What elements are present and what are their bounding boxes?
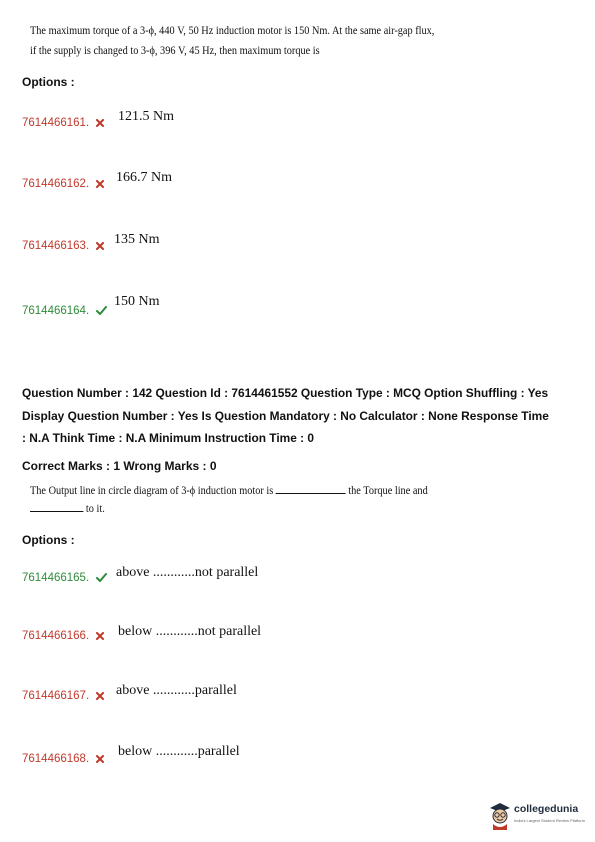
q2-metadata — [22, 382, 582, 450]
cross-icon — [96, 691, 104, 703]
logo-wordmark: collegedunia — [514, 803, 579, 815]
q2-option-4 — [22, 753, 104, 766]
q2-options-heading: Options : — [22, 533, 75, 547]
q2-meta-line-3: : N.A Think Time : N.A Minimum Instruction Time : 0 — [22, 431, 314, 445]
q1-option-3 — [22, 240, 104, 253]
q2-option-4-text: below ............parallel — [118, 744, 240, 759]
option-id: 7614466168. — [22, 753, 90, 765]
fill-blank — [30, 500, 83, 512]
q1-stem-line-2: if the supply is changed to 3-ϕ, 396 V, 45 Hz, then maximum torque is — [30, 45, 320, 57]
q2-option-1 — [22, 572, 107, 585]
fill-blank — [276, 482, 346, 494]
checkmark-icon — [96, 306, 107, 318]
q2-option-2-text: below ............not parallel — [118, 624, 262, 639]
cross-icon — [96, 118, 104, 130]
q1-option-4 — [22, 305, 107, 318]
q1-option-2 — [22, 178, 104, 191]
q1-option-1-text: 121.5 Nm — [118, 109, 174, 124]
q2-meta-line-2: Display Question Number : Yes Is Question Mandatory : No Calculator : None Response Time — [22, 408, 549, 423]
q2-option-3 — [22, 690, 104, 703]
q1-option-4-text: 150 Nm — [114, 294, 160, 309]
student-mascot-icon — [488, 800, 512, 835]
cross-icon — [96, 179, 104, 191]
q2-option-3-text: above ............parallel — [116, 683, 237, 698]
option-id: 7614466162. — [22, 178, 90, 190]
q1-option-3-text: 135 Nm — [114, 232, 160, 247]
q2-stem-part-2: the Torque line and — [348, 485, 428, 497]
q1-options-heading: Options : — [22, 75, 75, 89]
q1-stem-line-1: The maximum torque of a 3-ϕ, 440 V, 50 Hz induction motor is 150 Nm. At the same air-gap flux, — [30, 25, 435, 37]
option-id: 7614466161. — [22, 117, 90, 129]
collegedunia-logo — [488, 800, 588, 830]
logo-tagline: India's Largest Student Review Platform — [514, 818, 586, 823]
q2-stem-line-2 — [30, 499, 105, 519]
q2-option-1-text: above ............not parallel — [116, 565, 259, 580]
cross-icon — [96, 241, 104, 253]
q2-marks: Correct Marks : 1 Wrong Marks : 0 — [22, 459, 217, 473]
q1-option-1 — [22, 117, 104, 130]
cross-icon — [96, 631, 104, 643]
option-id: 7614466167. — [22, 690, 90, 702]
option-id: 7614466166. — [22, 630, 90, 642]
cross-icon — [96, 754, 104, 766]
option-id: 7614466165. — [22, 572, 90, 584]
option-id: 7614466164. — [22, 305, 90, 317]
q2-meta-line-1: Question Number : 142 Question Id : 7614461552 Question Type : MCQ Option Shuffling : Yes — [22, 386, 549, 400]
q2-stem-part-1: The Output line in circle diagram of 3-ϕ induction motor is — [30, 485, 274, 497]
q1-option-2-text: 166.7 Nm — [116, 170, 172, 185]
q2-option-2 — [22, 630, 104, 643]
checkmark-icon — [96, 573, 107, 585]
q2-stem-part-3: to it. — [85, 503, 105, 515]
q2-stem-line-1 — [30, 481, 428, 501]
option-id: 7614466163. — [22, 240, 90, 252]
